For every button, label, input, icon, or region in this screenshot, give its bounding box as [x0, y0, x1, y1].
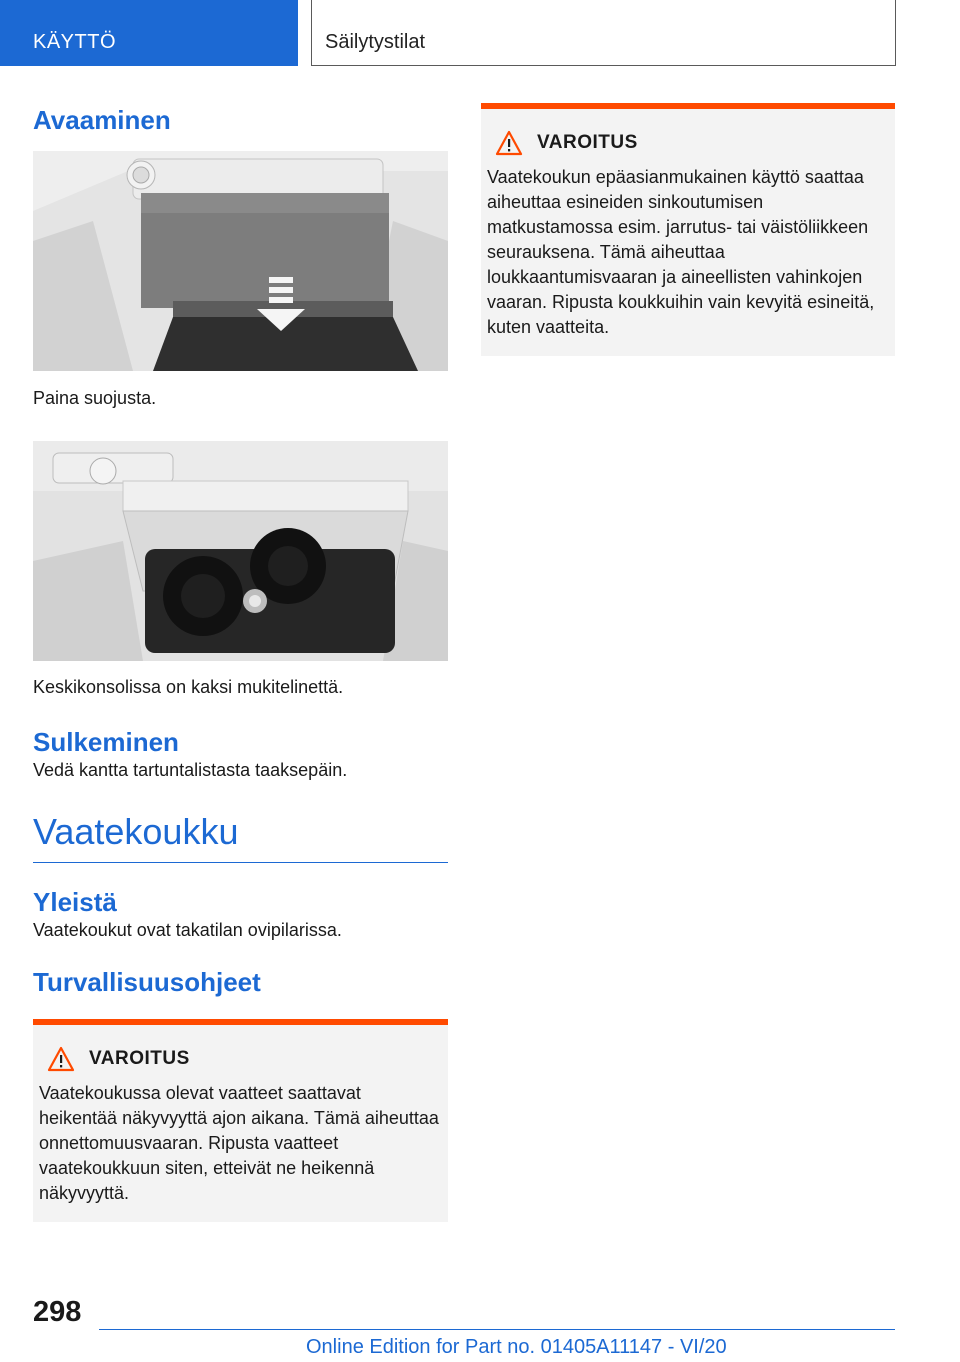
- page-header: [0, 0, 960, 66]
- warning-header: [487, 129, 887, 157]
- page-number: 298: [33, 1296, 82, 1328]
- console-cover-photo: [33, 151, 448, 371]
- closing-text: Vedä kantta tartuntalistasta taaksepäin.: [33, 760, 348, 780]
- warning-title: VAROITUS: [537, 132, 638, 153]
- footer-rule: [99, 1329, 895, 1330]
- caption-press-cover: Paina suojusta.: [33, 388, 157, 408]
- console-cover-illustration: [33, 151, 448, 371]
- general-text: Vaatekoukut ovat takatilan ovipilarissa.: [33, 920, 342, 940]
- warning-text: Vaatekoukussa olevat vaatteet saattavat heikentää näkyvyyttä ajon aikana. Tämä aiheuttaa onnettomuusvaaran. Ripusta vaatteet vaatekoukkuun siten, etteivät ne heikennä näkyvyyttä.: [39, 1083, 439, 1203]
- warning-triangle-icon: [47, 1046, 75, 1072]
- page-footer: [0, 1290, 960, 1362]
- section-tab: KÄYTTÖ: [0, 0, 298, 66]
- heading-rule: [33, 862, 448, 863]
- warning-text: Vaatekoukun epäasianmukainen käyttö saattaa aiheuttaa esineiden sinkoutumisen matkustamossa esim. jarrutus- tai väistöliikkeen seurauksena. Tämä aiheuttaa loukkaantumisvaaran ja aineellisten vahinkojen vaaran. Ripusta koukkuihin vain kevyitä esineitä, kuten vaatteita.: [487, 167, 875, 337]
- heading-coat-hook: Vaatekoukku: [33, 811, 239, 852]
- warning-box-clothes: [33, 1019, 448, 1222]
- warning-title: VAROITUS: [89, 1048, 190, 1069]
- heading-general: Yleistä: [33, 887, 117, 917]
- right-column: [481, 103, 895, 356]
- cupholders-photo: [33, 441, 448, 661]
- caption-cupholders: Keskikonsolissa on kaksi mukitelinettä.: [33, 677, 344, 697]
- heading-safety: Turvallisuusohjeet: [33, 967, 261, 997]
- warning-header: [39, 1045, 440, 1073]
- heading-opening: Avaaminen: [33, 105, 171, 135]
- left-column: [33, 100, 448, 1222]
- heading-closing: Sulkeminen: [33, 727, 179, 757]
- topic-title: Säilytystilat: [311, 0, 896, 66]
- edition-text: Online Edition for Part no. 01405A11147 - VI/20: [306, 1336, 727, 1358]
- cupholders-illustration: [33, 441, 448, 661]
- warning-box-hook: [481, 103, 895, 356]
- warning-triangle-icon: [495, 130, 523, 156]
